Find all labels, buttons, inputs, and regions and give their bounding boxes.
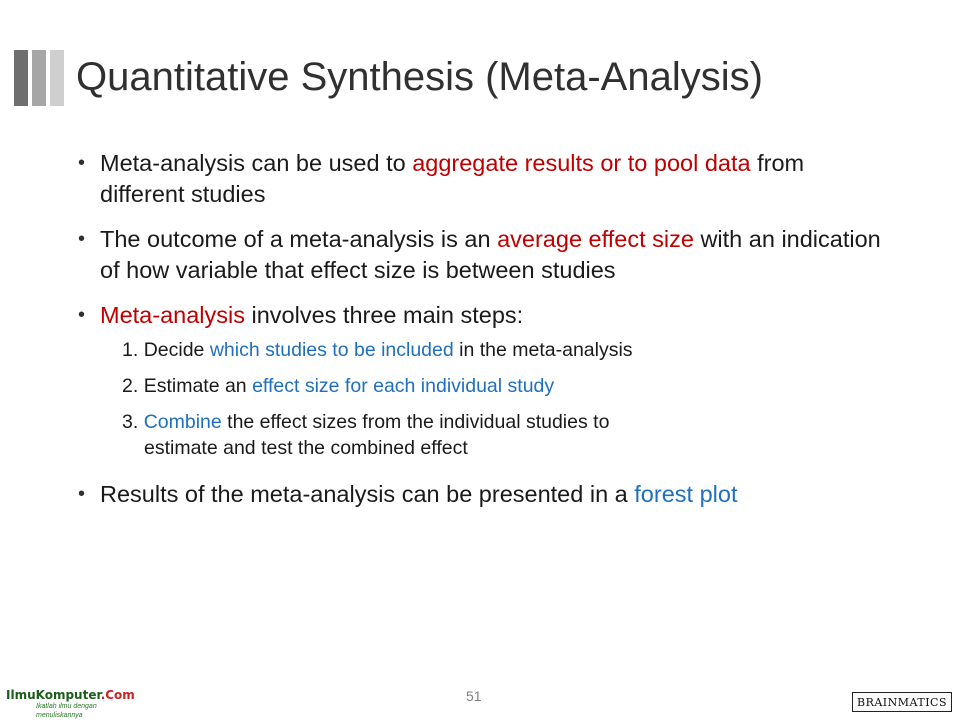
- step-3: 3. Combine the effect sizes from the individual studies to estimate and test the combined effect: [122, 409, 890, 461]
- bullet-forest-plot: • Results of the meta-analysis can be presented in a forest plot: [78, 479, 890, 510]
- slide-body: [78, 148, 890, 524]
- page-number: 51: [466, 688, 482, 704]
- highlight-text: average effect size: [497, 226, 694, 252]
- title-accent-bars: [14, 50, 68, 106]
- bullet-aggregate: • Meta-analysis can be used to aggregate results or to pool data from different studies: [78, 150, 805, 207]
- slide-title: Quantitative Synthesis (Meta-Analysis): [76, 55, 763, 99]
- bullet-dot: •: [78, 304, 86, 326]
- step-3-continuation: estimate and test the combined effect: [144, 437, 468, 459]
- accent-bar-light: [50, 50, 64, 106]
- ilmukomputer-logo: IlmuKomputer.Com Ikatlah ilmu dengan menuliskannya: [6, 688, 135, 719]
- bullet-steps: • Meta-analysis involves three main steps:: [78, 300, 890, 331]
- highlight-text: which studies to be included: [209, 339, 454, 361]
- highlight-text: aggregate results or to pool data: [412, 150, 751, 176]
- step-2: 2. Estimate an effect size for each individual study: [122, 375, 555, 397]
- bullet-dot: •: [78, 228, 86, 250]
- highlight-text: forest plot: [634, 481, 738, 507]
- accent-bar-medium: [32, 50, 46, 106]
- accent-bar-dark: [14, 50, 28, 106]
- brainmatics-logo: BRAINMATICS: [852, 692, 952, 712]
- highlight-text: Combine: [143, 411, 222, 433]
- highlight-text: effect size for each individual study: [252, 375, 555, 397]
- highlight-text: Meta-analysis: [100, 302, 245, 328]
- bullet-dot: •: [78, 152, 86, 174]
- step-1: 1. Decide which studies to be included in the meta-analysis: [122, 339, 633, 361]
- bullet-outcome: • The outcome of a meta-analysis is an average effect size with an indication of how variable that effect size is between studies: [78, 226, 881, 283]
- bullet-dot: •: [78, 483, 86, 505]
